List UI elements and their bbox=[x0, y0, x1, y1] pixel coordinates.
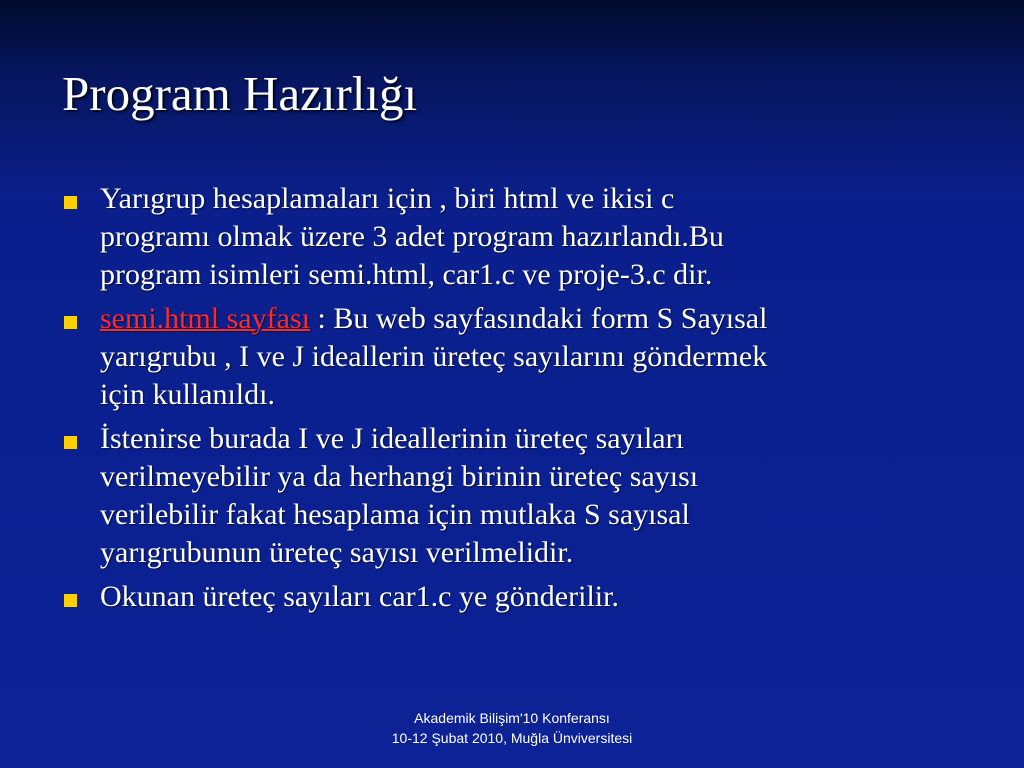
slide-title: Program Hazırlığı bbox=[62, 66, 418, 121]
bullet-item bbox=[62, 180, 982, 294]
bullet-text-line: İstenirse burada I ve J ideallerinin üreteç sayıları bbox=[100, 422, 684, 455]
bullet-text-line: yarıgrubu , I ve J ideallerin üreteç sayılarını göndermek bbox=[100, 340, 768, 373]
bullet-text-line: verilmeyebilir ya da herhangi birinin üreteç sayısı bbox=[100, 460, 699, 493]
slide-footer bbox=[0, 708, 1024, 748]
square-bullet-icon bbox=[64, 196, 77, 209]
footer-conference-name: Akademik Bilişim'10 Konferansı bbox=[414, 710, 610, 726]
bullet-text-line: için kullanıldı. bbox=[100, 378, 275, 411]
footer-date-location: 10-12 Şubat 2010, Muğla Ünviversitesi bbox=[391, 730, 633, 746]
bullet-item bbox=[62, 578, 982, 616]
bullet-text-line: : Bu web sayfasındaki form S Sayısal bbox=[309, 302, 768, 335]
bullet-text-line: verilebilir fakat hesaplama için mutlaka S sayısal bbox=[100, 498, 690, 531]
square-bullet-icon bbox=[64, 594, 77, 607]
bullet-list bbox=[62, 180, 982, 622]
bullet-text-line: programı olmak üzere 3 adet program hazırlandı.Bu bbox=[100, 220, 724, 253]
bullet-item bbox=[62, 300, 982, 414]
bullet-item bbox=[62, 420, 982, 572]
square-bullet-icon bbox=[64, 436, 77, 449]
semi-html-link[interactable]: semi.html sayfası bbox=[100, 302, 310, 335]
bullet-text-line: Okunan üreteç sayıları car1.c ye gönderilir. bbox=[100, 580, 619, 613]
bullet-text-line: yarıgrubunun üreteç sayısı verilmelidir. bbox=[100, 536, 574, 569]
bullet-text-line: Yarıgrup hesaplamaları için , biri html ve ikisi c bbox=[100, 182, 675, 215]
bullet-text-line: program isimleri semi.html, car1.c ve proje-3.c dir. bbox=[100, 258, 713, 291]
square-bullet-icon bbox=[64, 316, 77, 329]
